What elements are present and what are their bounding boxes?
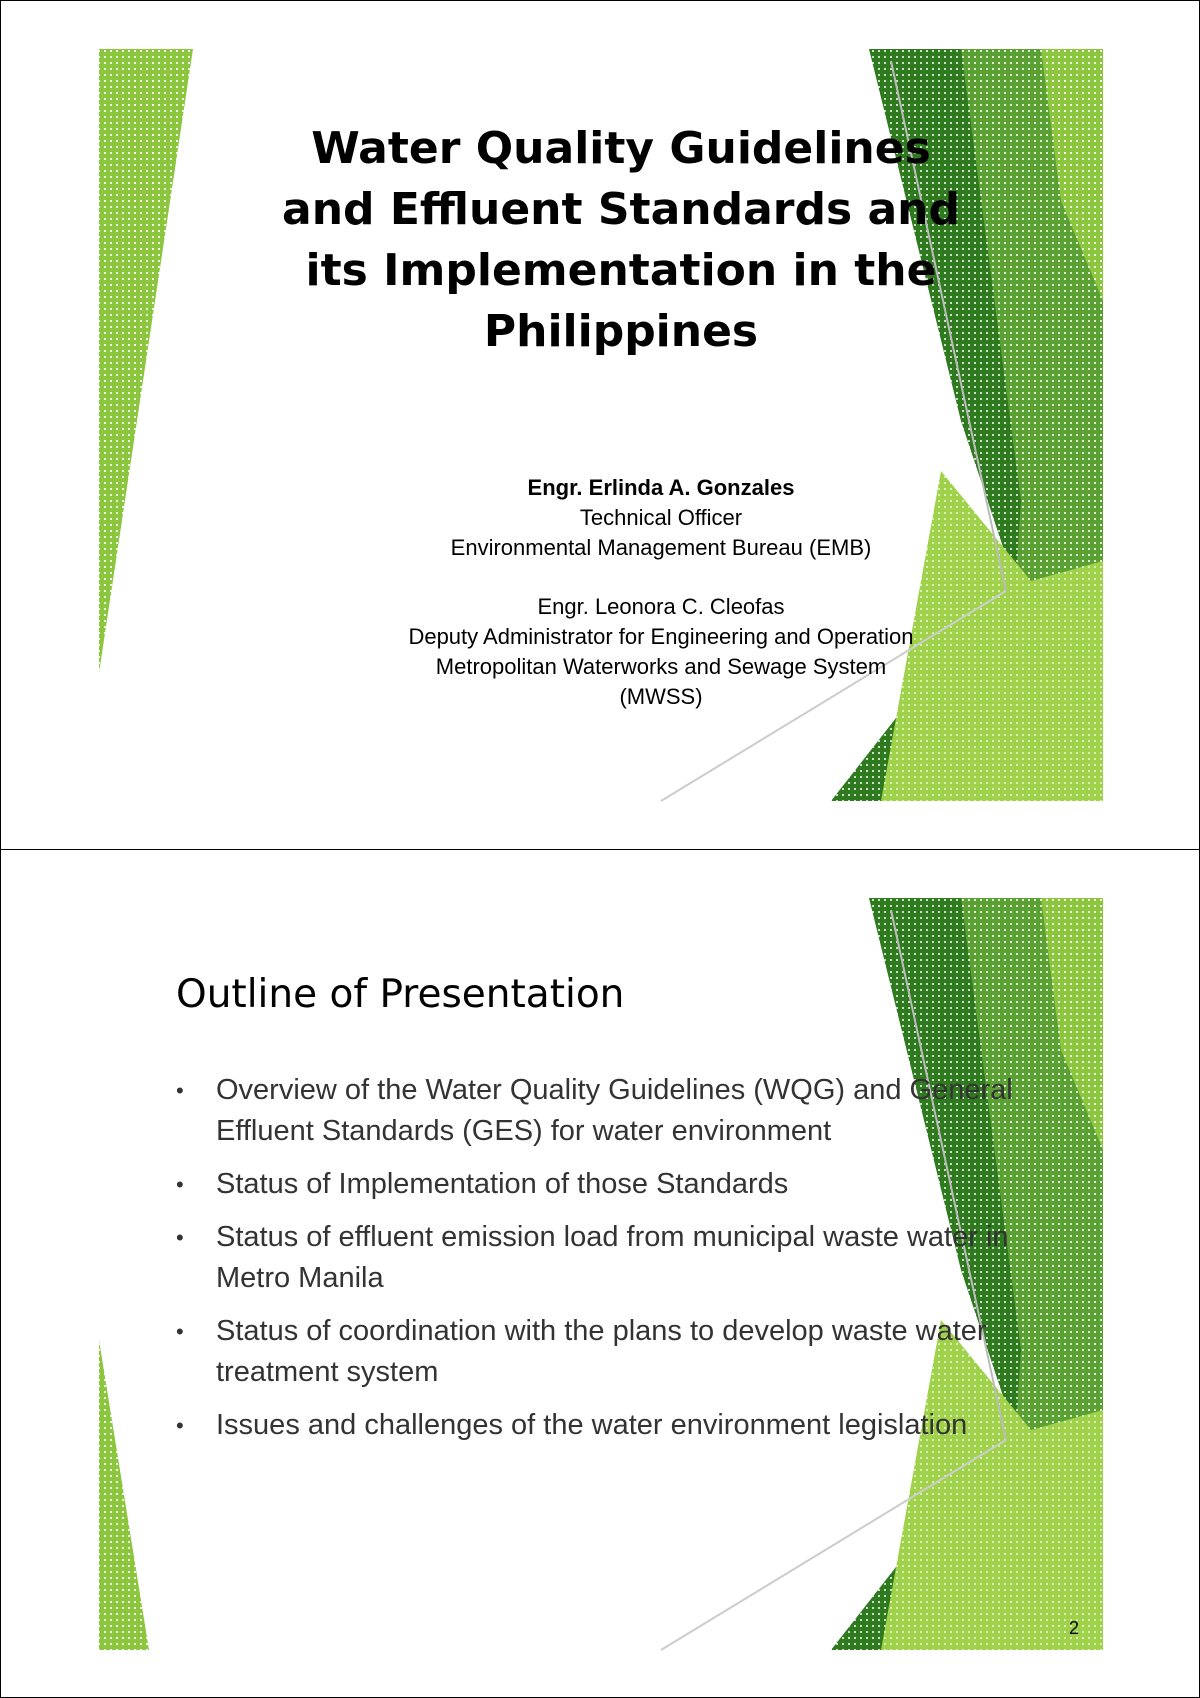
list-item-text: Status of Implementation of those Standards xyxy=(216,1168,789,1200)
author2-org-abbr: (MWSS) xyxy=(619,684,703,709)
left-green-triangle xyxy=(99,1340,149,1650)
author2-org: Metropolitan Waterworks and Sewage System xyxy=(435,654,887,679)
list-item xyxy=(176,1070,1036,1152)
author2-name: Engr. Leonora C. Cleofas xyxy=(537,594,785,619)
list-item-text: Issues and challenges of the water environment legislation xyxy=(216,1409,968,1441)
authors-block xyxy=(301,473,1021,712)
author1-org: Environmental Management Bureau (EMB) xyxy=(450,535,872,560)
title-line-4: Philippines xyxy=(483,306,759,357)
bullet-icon: • xyxy=(176,1172,184,1197)
bullet-icon: • xyxy=(176,1078,184,1103)
list-item-text: Overview of the Water Quality Guidelines (WQG) and General Effluent Standards (GES) for water environment xyxy=(216,1074,1013,1147)
page-number: 2 xyxy=(1069,1618,1080,1638)
author2-position: Deputy Administrator for Engineering and Operation xyxy=(408,624,914,649)
title-line-3: its Implementation in the xyxy=(305,245,937,296)
slide-outline xyxy=(0,849,1200,1698)
title-line-2: and Effluent Standards and xyxy=(282,184,960,235)
slide-heading: Outline of Presentation xyxy=(176,972,625,1017)
list-item xyxy=(176,1405,1036,1446)
list-item-text: Status of coordination with the plans to develop waste water treatment system xyxy=(216,1315,987,1388)
outline-list xyxy=(176,1070,1036,1458)
presentation-title xyxy=(201,118,1041,362)
author-spacer xyxy=(301,563,1021,592)
bullet-icon: • xyxy=(176,1225,184,1250)
title-line-1: Water Quality Guidelines xyxy=(311,123,931,174)
bullet-icon: • xyxy=(176,1319,184,1344)
left-green-triangle xyxy=(99,49,193,673)
author1-position: Technical Officer xyxy=(579,505,743,530)
bullet-icon: • xyxy=(176,1413,184,1438)
list-item-text: Status of effluent emission load from municipal waste water in Metro Manila xyxy=(216,1221,1009,1294)
list-item xyxy=(176,1311,1036,1393)
list-item xyxy=(176,1217,1036,1299)
author1-name: Engr. Erlinda A. Gonzales xyxy=(527,475,795,500)
list-item xyxy=(176,1164,1036,1205)
